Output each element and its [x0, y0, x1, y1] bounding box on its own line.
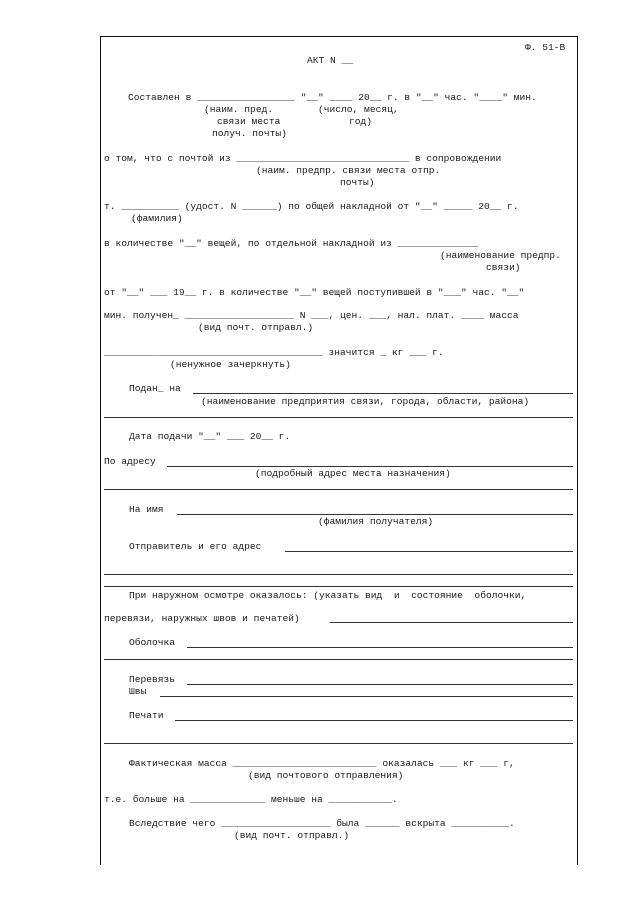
quantity-line: в количестве "__" вещей, по отдельной накладной из ______________: [104, 238, 479, 249]
caption-sender-org-2: почты): [340, 177, 375, 188]
caption-org-name-3: получ. почты): [212, 128, 287, 139]
seals-label: Печати: [129, 710, 164, 721]
sender-label: Отправитель и его адрес: [129, 541, 262, 552]
received-item-line: мин. получен_ ___________________ N ___, цен. ___, нал. плат. ____ масса: [104, 310, 519, 321]
inspection-line-2: перевязи, наружных швов и печатей): [104, 613, 300, 624]
wrapping-field: [187, 647, 573, 648]
caption-recipient-surname: (фамилия получателя): [318, 516, 434, 527]
seams-label: Швы: [129, 686, 147, 697]
seams-field: [160, 696, 573, 697]
caption-item-type-3: (вид почт. отправл.): [234, 830, 350, 841]
submitted-to-field: [193, 393, 573, 394]
inspection-line: При наружном осмотре оказалось: (указать вид и состояние оболочки,: [129, 590, 527, 601]
address-field-2: [104, 489, 573, 490]
caption-org-name-2: связи места: [217, 116, 281, 127]
submitted-to-label: Подан_ на: [129, 383, 181, 394]
binding-label: Перевязь: [129, 674, 176, 685]
form-code: Ф. 51-В: [525, 42, 566, 53]
caption-sender-org: (наим. предпр. связи места отпр.: [256, 165, 441, 176]
mail-from-line: о том, что с почтой из ______________________________ в сопровождении: [104, 153, 502, 164]
caption-year: год): [349, 116, 373, 127]
actual-weight-line: Фактическая масса _________________________ оказалась ___ кг ___ г,: [129, 758, 515, 769]
caption-item-type-2: (вид почтового отправления): [248, 770, 404, 781]
listed-weight-line: ______________________________________ значится _ кг ___ г.: [104, 347, 444, 358]
submitted-to-field-2: [104, 417, 573, 418]
address-label: По адресу: [104, 456, 156, 467]
address-field: [167, 466, 573, 467]
received-from-line: от "__" ___ 19__ г. в количестве "__" вещей поступившей в "___" час. "__": [104, 287, 525, 298]
addressee-label: На имя: [129, 504, 164, 515]
caption-full-address: (подробный адрес места назначения): [255, 468, 451, 479]
wrapping-field-2: [104, 659, 573, 660]
caption-org-name-5: связи): [486, 262, 521, 273]
binding-field: [187, 684, 573, 685]
difference-line: т.е. больше на _____________ меньше на ___________.: [104, 794, 398, 805]
document-title: АКТ N __: [307, 55, 354, 66]
caption-surname: (фамилия): [131, 213, 183, 224]
composed-in-line: Составлен в _________________ "__" ____ 20__ г. в "__" час. "____" мин.: [128, 92, 537, 103]
opened-line: Вследствие чего ___________________ была ______ вскрыта __________.: [129, 818, 515, 829]
escort-line: т. __________ (удост. N ______) по общей накладной от "__" _____ 20__ г.: [104, 201, 519, 212]
sender-field: [285, 551, 573, 552]
caption-item-type: (вид почт. отправл.): [198, 322, 314, 333]
sender-field-2: [104, 574, 573, 575]
caption-org-city-region: (наименование предприятия связи, города, области, района): [201, 396, 530, 407]
caption-strike-out: (ненужное зачеркнуть): [170, 359, 291, 370]
caption-org-name: (наим. пред.: [204, 104, 274, 115]
wrapping-label: Оболочка: [129, 637, 176, 648]
submission-date-line: Дата подачи "__" ___ 20__ г.: [129, 431, 291, 442]
caption-org-name-4: (наименование предпр.: [440, 250, 561, 261]
inspection-field: [330, 622, 573, 623]
seals-field-2: [104, 743, 573, 744]
caption-date: (число, месяц,: [318, 104, 399, 115]
seals-field: [175, 720, 573, 721]
section-divider: [104, 586, 573, 587]
addressee-field: [177, 514, 573, 515]
